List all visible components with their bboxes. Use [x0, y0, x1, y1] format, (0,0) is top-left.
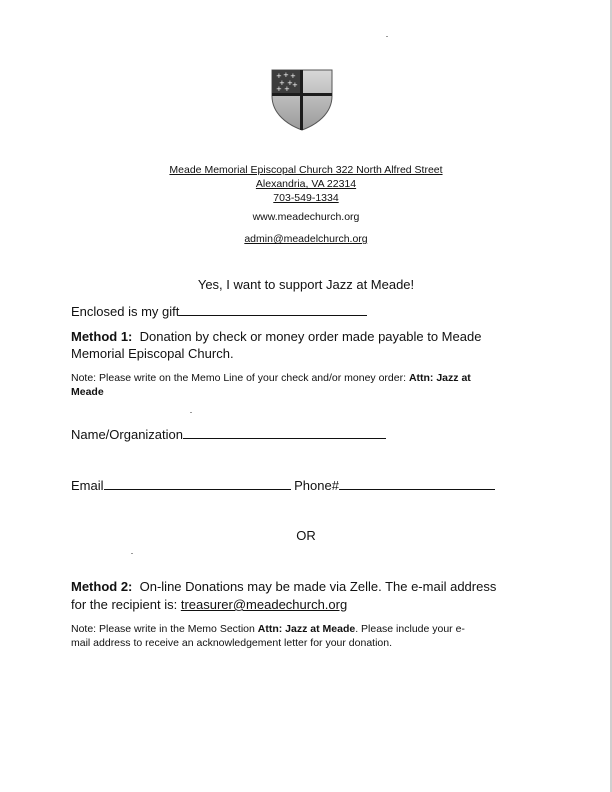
- email-label: Email: [71, 478, 104, 493]
- method2-text-line2-prefix: for the recipient is:: [71, 597, 181, 612]
- method1-note-bold2: Meade: [71, 386, 104, 398]
- svg-text:+: +: [287, 79, 293, 87]
- method2-note-line2: mail address to receive an acknowledgement letter for your donation.: [71, 637, 393, 649]
- episcopal-shield-logo: [268, 68, 336, 132]
- method2-note-line1: [71, 623, 465, 635]
- svg-text:+: +: [283, 71, 289, 79]
- phone-label: Phone#: [294, 478, 339, 493]
- method1-note-line1: [71, 372, 471, 384]
- method1-note-prefix: Note: Please write on the Memo Line of your check and/or money order:: [71, 372, 409, 384]
- method1-label: Method 1:: [71, 329, 133, 344]
- church-website[interactable]: www.meadechurch.org: [252, 211, 360, 223]
- method1-note-line2: [71, 386, 104, 398]
- church-phone: 703-549-1334: [273, 192, 339, 204]
- svg-text:+: +: [279, 79, 285, 87]
- svg-text:+: +: [292, 81, 298, 89]
- scan-speck: [131, 553, 133, 554]
- method2-note-prefix: Note: Please write in the Memo Section: [71, 623, 258, 635]
- svg-text:+: +: [276, 72, 282, 80]
- gift-label: Enclosed is my gift: [71, 304, 180, 319]
- church-email-link[interactable]: admin@meadelchurch.org: [244, 233, 368, 245]
- method2-line1: [71, 579, 496, 594]
- method2-note-bold: Attn: Jazz at Meade: [257, 623, 356, 635]
- svg-text:+: +: [276, 85, 282, 93]
- method1-line1: [71, 329, 481, 344]
- name-line: [71, 427, 386, 442]
- method2-label: Method 2:: [71, 579, 133, 594]
- email-phone-line: [71, 478, 495, 493]
- method2-text-line1: On-line Donations may be made via Zelle. The e-mail address: [139, 579, 497, 594]
- scan-speck: [190, 412, 192, 413]
- church-address-line2: Alexandria, VA 22314: [255, 178, 357, 190]
- name-label: Name/Organization: [71, 427, 183, 442]
- svg-text:+: +: [284, 85, 290, 93]
- name-blank[interactable]: [183, 427, 386, 439]
- svg-text:+: +: [290, 72, 296, 80]
- email-blank[interactable]: [104, 478, 291, 490]
- or-separator: OR: [296, 528, 316, 543]
- support-headline: Yes, I want to support Jazz at Meade!: [197, 277, 415, 292]
- gift-amount-blank[interactable]: [179, 304, 367, 316]
- gift-line: [71, 304, 367, 319]
- method2-line2: [71, 597, 347, 612]
- method1-text-line1: Donation by check or money order made payable to Meade: [139, 329, 482, 344]
- method1-text-line2: Memorial Episcopal Church.: [71, 346, 234, 361]
- phone-blank[interactable]: [339, 478, 495, 490]
- church-address-line1: Meade Memorial Episcopal Church 322 North Alfred Street: [169, 164, 443, 176]
- method2-note-suffix: . Please include your e-: [355, 623, 465, 635]
- method1-note-bold1: Attn: Jazz at: [408, 372, 471, 384]
- scan-speck: [386, 36, 388, 37]
- recipient-email-link[interactable]: treasurer@meadechurch.org: [180, 597, 348, 612]
